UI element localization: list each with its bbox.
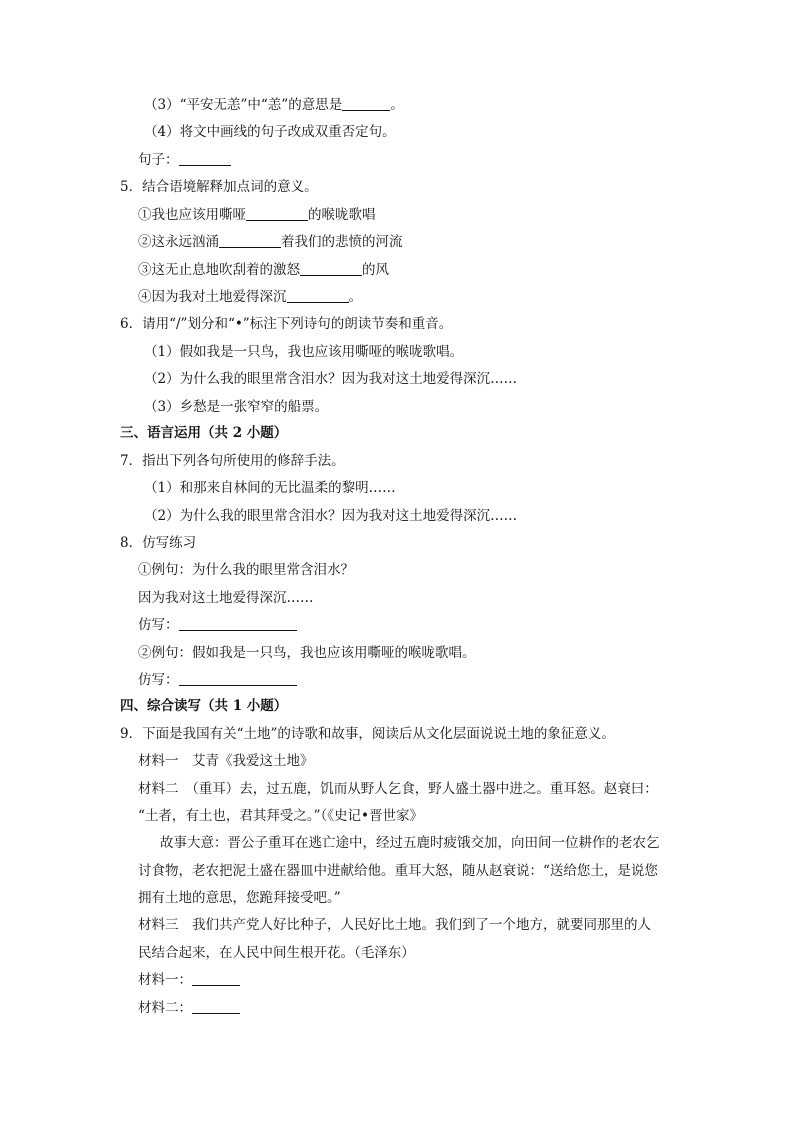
answer-blank[interactable] — [179, 616, 297, 631]
answer-blank[interactable] — [342, 96, 390, 111]
q4-sub3 — [144, 96, 404, 114]
q5-item1-end: 的喉咙歌唱 — [308, 207, 376, 223]
q5-item1-text: ①我也应该用嘶哑 — [138, 207, 246, 223]
answer-blank[interactable] — [192, 999, 240, 1014]
story-summary-cont2: 拥有土地的意思，您跪拜接受吧。” — [138, 890, 341, 906]
story-summary: 故事大意：晋公子重耳在逃亡途中，经过五鹿时疲饿交加，向田间一位耕作的老农乞 — [160, 835, 660, 851]
answer-blank[interactable] — [179, 151, 231, 166]
q6-sub2: （2）为什么我的眼里常含泪水？因为我对这土地爱得深沉…… — [144, 371, 518, 387]
answer-blank[interactable] — [192, 971, 240, 986]
material-3-cont: 民结合起来，在人民中间生根开花。（毛泽东） — [138, 945, 415, 961]
material-2: 材料二 （重耳）去，过五鹿，饥而从野人乞食，野人盛土器中进之。重耳怒。赵衰曰： — [138, 781, 658, 797]
imitation-label: 仿写： — [138, 617, 179, 633]
answer-material-1-label: 材料一： — [138, 972, 192, 988]
q5-item4-end: 。 — [348, 289, 362, 305]
answer-blank[interactable] — [287, 288, 349, 303]
q4-sub3-end: 。 — [390, 97, 404, 113]
q5-item3-end: 的风 — [362, 262, 389, 278]
q5-item2-end: 着我们的悲愤的河流 — [281, 234, 403, 250]
q5-stem: 5．结合语境解释加点词的意义。 — [120, 179, 318, 195]
answer-material-1 — [138, 971, 240, 989]
q8-example1-cont: 因为我对这土地爱得深沉…… — [138, 590, 314, 606]
q9-stem: 9．下面是我国有关“土地”的诗歌和故事，阅读后从文化层面说说土地的象征意义。 — [120, 726, 615, 742]
material-3: 材料三 我们共产党人好比种子，人民好比土地。我们到了一个地方，就要同那里的人 — [138, 917, 651, 933]
q8-example2: ②例句：假如我是一只鸟，我也应该用嘶哑的喉咙歌唱。 — [138, 645, 476, 661]
q5-item2-text: ②这永远汹涌 — [138, 234, 219, 250]
q4-sub3-text: （3）“平安无恙”中“恙”的意思是 — [144, 97, 343, 113]
q6-sub1: （1）假如我是一只鸟，我也应该用嘶哑的喉咙歌唱。 — [144, 344, 464, 360]
story-summary-cont1: 讨食物，老农把泥土盛在器皿中进献给他。重耳大怒，随从赵衰说：“送给您土，是说您 — [138, 863, 658, 879]
q5-item4 — [138, 288, 362, 306]
q7-sub1: （1）和那来自林间的无比温柔的黎明…… — [144, 480, 396, 496]
answer-blank[interactable] — [179, 671, 297, 686]
q7-sub2: （2）为什么我的眼里常含泪水？因为我对这土地爱得深沉…… — [144, 508, 518, 524]
imitation-label: 仿写： — [138, 672, 179, 688]
material-1: 材料一 艾青《我爱这土地》 — [138, 753, 314, 769]
q5-item2 — [138, 233, 403, 251]
q5-item4-text: ④因为我对土地爱得深沉 — [138, 289, 287, 305]
q5-item1 — [138, 206, 376, 224]
answer-material-2-label: 材料二： — [138, 1000, 192, 1016]
sentence-label: 句子： — [138, 152, 179, 168]
sentence-answer-line — [138, 151, 231, 169]
answer-blank[interactable] — [219, 233, 281, 248]
section-heading-3: 三、语言运用（共 2 小题） — [120, 425, 288, 441]
q7-stem: 7．指出下列各句所使用的修辞手法。 — [120, 453, 345, 469]
q5-item3-text: ③这无止息地吹刮着的激怒 — [138, 262, 300, 278]
imitation-line-1 — [138, 616, 297, 634]
q6-sub3: （3）乡愁是一张窄窄的船票。 — [144, 399, 329, 415]
q4-sub4: （4）将文中画线的句子改成双重否定句。 — [144, 124, 396, 140]
section-heading-4: 四、综合读写（共 1 小题） — [120, 698, 288, 714]
q6-stem: 6．请用“/”划分和“•”标注下列诗句的朗读节奏和重音。 — [120, 316, 453, 332]
q8-example1: ①例句：为什么我的眼里常含泪水？ — [138, 562, 354, 578]
q8-stem: 8．仿写练习 — [120, 535, 197, 551]
answer-material-2 — [138, 999, 240, 1017]
imitation-line-2 — [138, 671, 297, 689]
answer-blank[interactable] — [246, 206, 308, 221]
material-2-cont: “土者，有土也，君其拜受之。”（《史记•晋世家》 — [138, 808, 424, 824]
answer-blank[interactable] — [300, 261, 362, 276]
q5-item3 — [138, 261, 389, 279]
